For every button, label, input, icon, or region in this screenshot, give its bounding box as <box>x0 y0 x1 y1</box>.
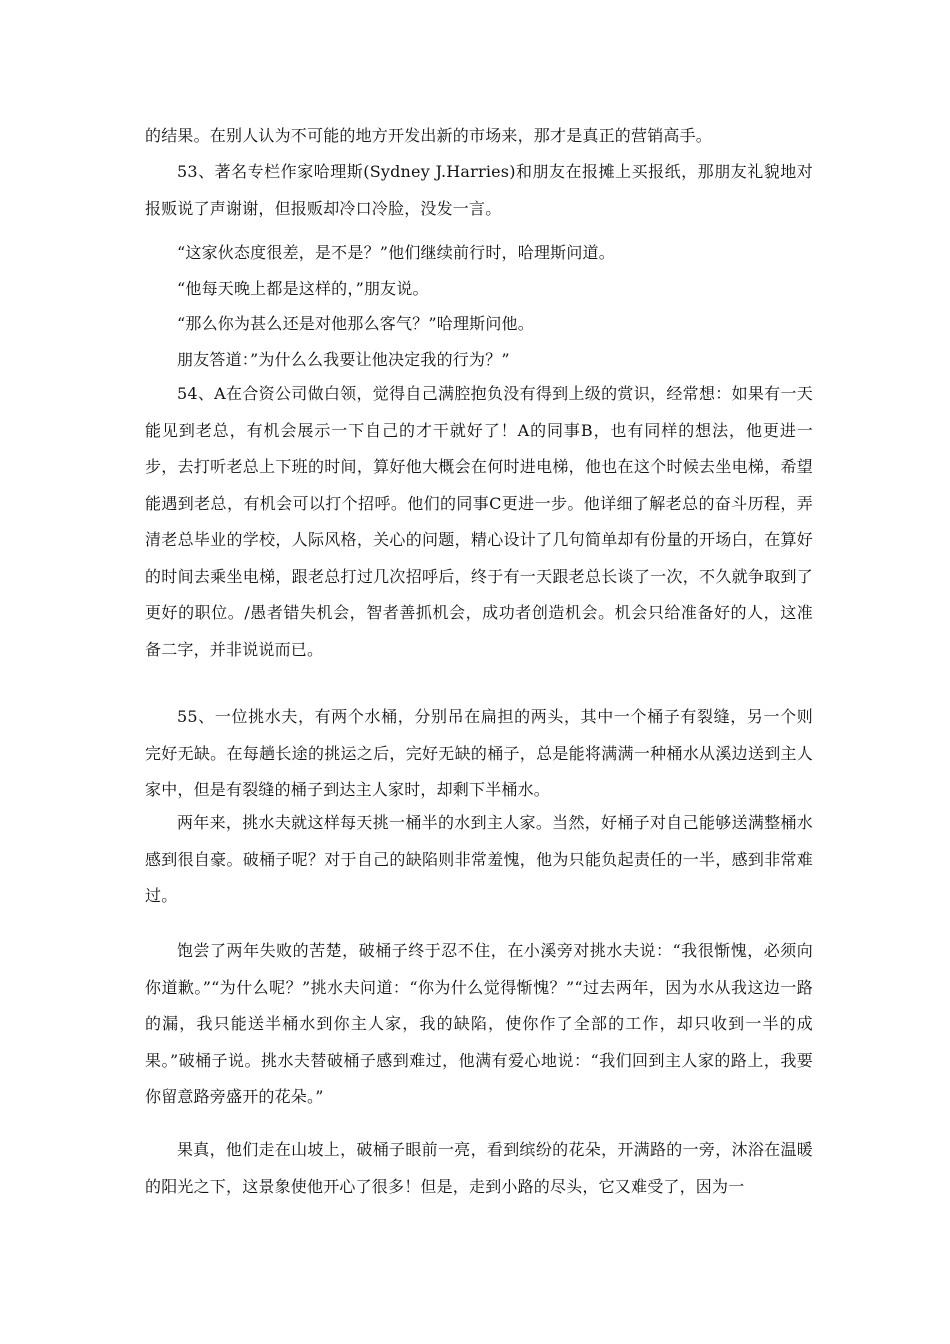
paragraph-11: 果真，他们走在山坡上，破桶子眼前一亮，看到缤纷的花朵，开满路的一旁，沐浴在温暖的阳光之下，这景象使他开心了很多！但是，走到小路的尽头，它又难受了，因为一 <box>145 1140 813 1196</box>
paragraph-2: 53、著名专栏作家哈理斯(Sydney J.Harries)和朋友在报摊上买报纸，那朋友礼貌地对报贩说了声谢谢，但报贩却冷口冷脸，没发一言。 <box>145 162 813 218</box>
paragraph-1: 的结果。在别人认为不可能的地方开发出新的市场来，那才是真正的营销高手。 <box>145 126 713 145</box>
paragraph-10: 饱尝了两年失败的苦楚，破桶子终于忍不住，在小溪旁对挑水夫说：“我很惭愧，必须向你道歉。”“为什么呢？”挑水夫问道：“你为什么觉得惭愧？”“过去两年，因为水从我这边一路的漏，我只能送半桶水到你主人家，我的缺陷，使你作了全部的工作，却只收到一半的成果。”破桶子说。挑水夫替破桶子感到难过，他满有爱心地说：“我们回到主人家的路上，我要你留意路旁盛开的花朵。” <box>145 941 813 1106</box>
paragraph-7: 54、A在合资公司做白领，觉得自己满腔抱负没有得到上级的赏识，经常想：如果有一天能见到老总，有机会展示一下自己的才干就好了！A的同事B，也有同样的想法，他更进一步，去打听老总上下班的时间，算好他大概会在何时进电梯，他也在这个时候去坐电梯，希望能遇到老总，有机会可以打个招呼。他们的同事C更进一步。他详细了解老总的奋斗历程，弄清老总毕业的学校，人际风格，关心的问题，精心设计了几句简单却有份量的开场白，在算好的时间去乘坐电梯，跟老总打过几次招呼后，终于有一天跟老总长谈了一次，不久就争取到了更好的职位。/愚者错失机会，智者善抓机会，成功者创造机会。机会只给准备好的人，这准备二字，并非说说而已。 <box>145 384 813 659</box>
paragraph-9: 两年来，挑水夫就这样每天挑一桶半的水到主人家。当然，好桶子对自己能够送满整桶水感到很自豪。破桶子呢？对于自己的缺陷则非常羞愧，他为只能负起责任的一半，感到非常难过。 <box>145 813 813 905</box>
paragraph-4: “他每天晚上都是这样的，”朋友说。 <box>177 279 429 298</box>
paragraph-3: “这家伙态度很差，是不是？”他们继续前行时，哈理斯问道。 <box>177 243 615 262</box>
paragraph-6: 朋友答道：”为什么么我要让他决定我的行为？” <box>177 350 510 369</box>
paragraph-5: “那么你为甚么还是对他那么客气？”哈理斯问他。 <box>177 314 534 333</box>
paragraph-8: 55、一位挑水夫，有两个水桶，分别吊在扁担的两头，其中一个桶子有裂缝，另一个则完好无缺。在每趟长途的挑运之后，完好无缺的桶子，总是能将满满一种桶水从溪边送到主人家中，但是有裂缝的桶子到达主人家时，却剩下半桶水。 <box>145 707 813 799</box>
